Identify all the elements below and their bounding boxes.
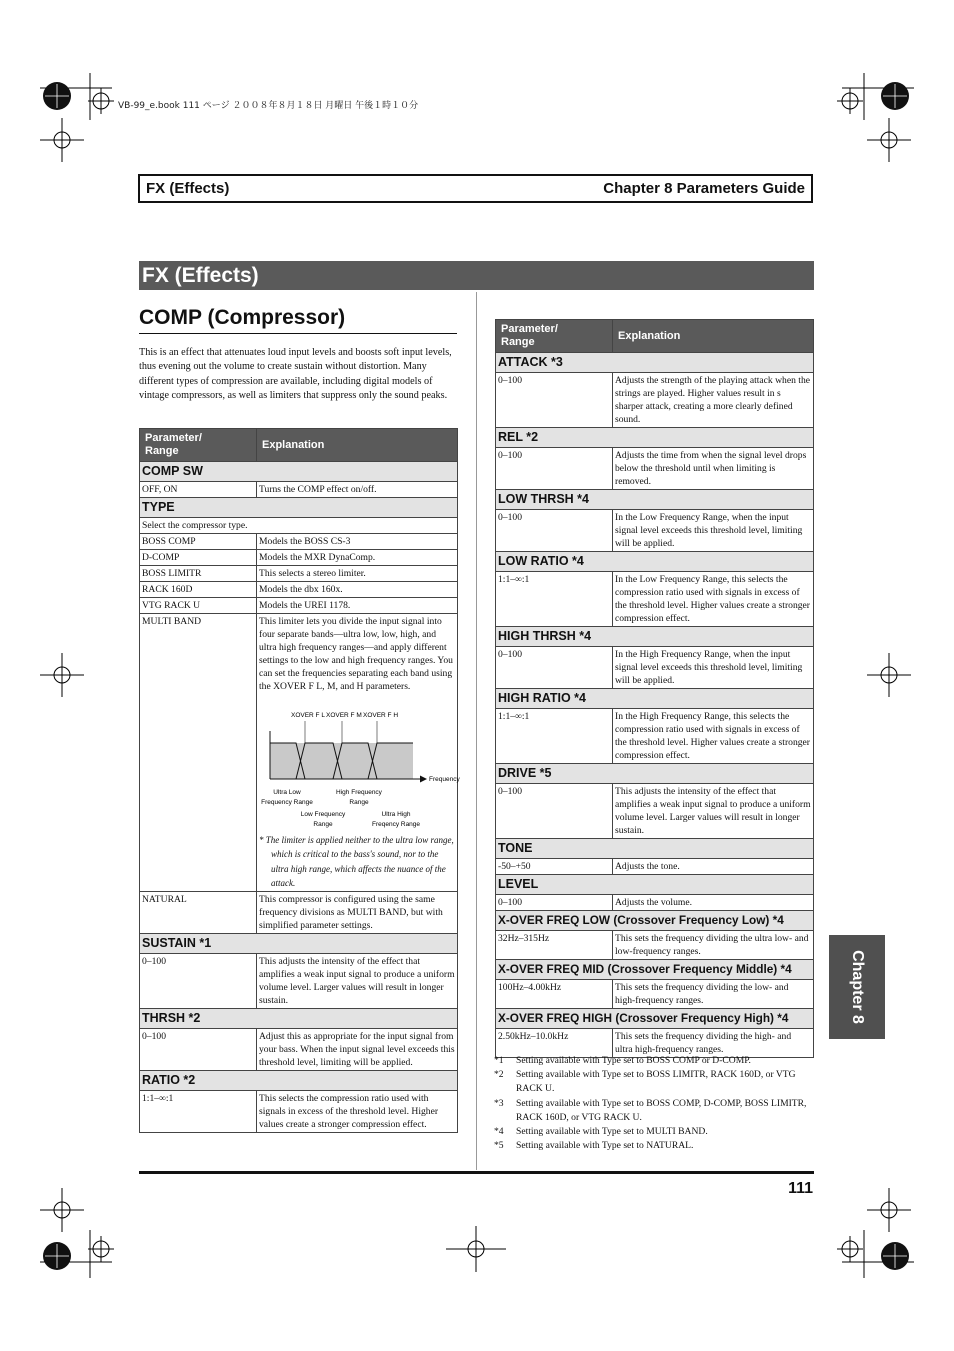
ultra-high-label-2: Freqency Range	[371, 821, 421, 828]
footnote: *3 Setting available with Type set to BOSS COMP, D-COMP, BOSS LIMITR, RACK 160D, or VTG RACK U.	[494, 1097, 807, 1123]
xover-l-label: XOVER F L	[291, 712, 325, 719]
explanation-cell: Models the dbx 160x.	[257, 582, 458, 598]
explanation-cell: Adjusts the time from when the signal level drops below the threshold until when limiting is removed.	[613, 448, 814, 490]
footnote: *4 Setting available with Type set to MULTI BAND.	[494, 1126, 708, 1138]
xover-m-label: XOVER F M	[326, 712, 362, 719]
bottom-rule	[139, 1171, 814, 1174]
comp-intro: This is an effect that attenuates loud input levels and boosts soft input levels, thus evening out the volume to create sustain without distortion. Many different types of compression are available, including digital models of vintage compressors, as well as limiters that suppress only the sound peaks.	[139, 347, 452, 401]
range-cell: OFF, ON	[140, 482, 257, 498]
high-label-2: Range	[349, 799, 369, 806]
range-cell: BOSS COMP	[140, 534, 257, 550]
section-title: FX (Effects)	[139, 261, 814, 290]
range-cell: 0–100	[496, 510, 613, 552]
range-cell: 100Hz–4.00kHz	[496, 980, 613, 1009]
explanation-cell: Models the MXR DynaComp.	[257, 550, 458, 566]
param-level: LEVEL	[496, 875, 814, 895]
param-sustain: SUSTAIN *1	[140, 934, 458, 954]
explanation-cell: Adjusts the tone.	[613, 859, 814, 875]
param-thrsh: THRSH *2	[140, 1009, 458, 1029]
range-cell: 0–100	[496, 784, 613, 839]
range-cell: 0–100	[496, 448, 613, 490]
explanation-cell: In the High Frequency Range, when the input signal level exceeds this threshold level, limiting will be applied.	[613, 647, 814, 689]
band-area	[270, 743, 413, 779]
explanation-cell: In the Low Frequency Range, this selects the compression ratio used with signals in excess of the threshold level. Higher values create a stronger compression effect.	[613, 572, 814, 627]
xover-h-label: XOVER F H	[363, 712, 399, 719]
running-header	[138, 174, 813, 203]
range-cell: 0–100	[496, 373, 613, 428]
range-cell: 1:1–∞:1	[496, 572, 613, 627]
explanation-cell: Turns the COMP effect on/off.	[257, 482, 458, 498]
running-header-right: Chapter 8 Parameters Guide	[603, 180, 805, 197]
page-number: 111	[788, 1180, 813, 1197]
range-cell: 1:1–∞:1	[140, 1091, 257, 1133]
range-cell: -50–+50	[496, 859, 613, 875]
ultra-low-label-1: Ultra Low	[273, 789, 301, 796]
col-header-param: Parameter/ Range	[496, 320, 613, 353]
param-xover-high: X-OVER FREQ HIGH (Crossover Frequency High) *4	[496, 1009, 814, 1029]
footnote: *1 Setting available with Type set to BOSS COMP or D-COMP.	[494, 1055, 751, 1066]
param-high-thrsh: HIGH THRSH *4	[496, 627, 814, 647]
frequency-arrow-icon	[420, 776, 427, 783]
footnote: *2 Setting available with Type set to BOSS LIMITR, RACK 160D, or VTG RACK U.	[494, 1069, 796, 1095]
chapter-tab-label: Chapter 8	[849, 950, 866, 1024]
footnote: *5 Setting available with Type set to NATURAL.	[494, 1140, 694, 1152]
param-ratio: RATIO *2	[140, 1071, 458, 1091]
param-high-ratio: HIGH RATIO *4	[496, 689, 814, 709]
ultra-low-label-2: Frequency Range	[261, 799, 313, 806]
param-low-thrsh: LOW THRSH *4	[496, 490, 814, 510]
explanation-cell: This selects the compression ratio used with signals in excess of the threshold level. Higher values create a stronger compression effect.	[257, 1091, 458, 1133]
explanation-cell: Adjusts the volume.	[613, 895, 814, 911]
multi-band-note: * The limiter is applied neither to the ultra low range, which is critical to the bass's sound, nor to the ultra high range, which affects the nuance of the attack.	[259, 835, 454, 888]
range-cell: 0–100	[140, 1029, 257, 1071]
range-cell: NATURAL	[140, 892, 257, 934]
multi-band-text: This limiter lets you divide the input signal into four separate bands—ultra low, low, high, and ultra high frequency ranges—and apply different settings to the low and high frequency ranges. You can set the frequencies separating each band using the XOVER F L, M, and H parameters.	[259, 616, 453, 692]
param-tone: TONE	[496, 839, 814, 859]
range-cell: 0–100	[496, 647, 613, 689]
param-xover-mid: X-OVER FREQ MID (Crossover Frequency Middle) *4	[496, 960, 814, 980]
col-header-explanation: Explanation	[613, 320, 814, 353]
range-cell: 0–100	[140, 954, 257, 1009]
explanation-cell: Models the UREI 1178.	[257, 598, 458, 614]
low-label-2: Range	[313, 821, 333, 828]
explanation-cell: This sets the frequency dividing the high- and ultra high-frequency ranges.	[613, 1029, 814, 1058]
col-header-explanation: Explanation	[257, 429, 458, 462]
crossover-frequency-diagram	[259, 701, 463, 829]
range-cell: BOSS LIMITR	[140, 566, 257, 582]
high-label-1: High Frequency	[336, 789, 382, 796]
chapter-tab	[829, 935, 885, 1039]
range-cell: 0–100	[496, 895, 613, 911]
left-parameter-table	[139, 428, 458, 1133]
low-label-1: Low Frequency	[300, 811, 346, 818]
range-cell: D-COMP	[140, 550, 257, 566]
explanation-cell: This sets the frequency dividing the low- and high-frequency ranges.	[613, 980, 814, 1009]
explanation-cell: In the High Frequency Range, this selects the compression ratio used with signals in excess of the threshold level. Higher values create a stronger compression effect.	[613, 709, 814, 764]
frequency-label: Frequency	[429, 776, 460, 783]
range-cell: MULTI BAND	[140, 614, 257, 892]
footnotes	[494, 1054, 814, 1153]
file-info: VB-99_e.book 111 ページ ２００８年８月１８日 月曜日 午後１時１０分	[118, 101, 419, 111]
explanation-cell: This selects a stereo limiter.	[257, 566, 458, 582]
explanation-cell: This sets the frequency dividing the ultra low- and low-frequency ranges.	[613, 931, 814, 960]
param-xover-low: X-OVER FREQ LOW (Crossover Frequency Low) *4	[496, 911, 814, 931]
param-comp-sw: COMP SW	[140, 462, 458, 482]
range-cell: 2.50kHz–10.0kHz	[496, 1029, 613, 1058]
param-drive: DRIVE *5	[496, 764, 814, 784]
comp-title: COMP (Compressor)	[139, 306, 457, 334]
explanation-cell: In the Low Frequency Range, when the input signal level exceeds this threshold level, limiting will be applied.	[613, 510, 814, 552]
column-divider	[476, 292, 477, 1170]
explanation-cell: This adjusts the intensity of the effect that amplifies a weak input signal to produce a uniform volume level. Larger values will result in longer sustain.	[613, 784, 814, 839]
explanation-cell: This compressor is configured using the same frequency divisions as MULTI BAND, but with simplified parameter settings.	[257, 892, 458, 934]
param-type: TYPE	[140, 498, 458, 518]
explanation-cell: Adjusts the strength of the playing attack when the strings are played. Higher values result in s sharper attack, creating a more clearly defined sound.	[613, 373, 814, 428]
explanation-cell: This adjusts the intensity of the effect that amplifies a weak input signal to produce a uniform volume level. Larger values will result in longer sustain.	[257, 954, 458, 1009]
range-cell: 32Hz–315Hz	[496, 931, 613, 960]
running-header-left: FX (Effects)	[146, 180, 230, 197]
explanation-cell: Adjust this as appropriate for the input signal from your bass. When the input signal level exceeds this threshold level, limiting will be applied.	[257, 1029, 458, 1071]
col-header-param: Parameter/ Range	[140, 429, 257, 462]
explanation-cell: Models the BOSS CS-3	[257, 534, 458, 550]
range-cell: RACK 160D	[140, 582, 257, 598]
param-attack: ATTACK *3	[496, 353, 814, 373]
param-rel: REL *2	[496, 428, 814, 448]
right-parameter-table	[495, 319, 814, 1058]
range-cell: 1:1–∞:1	[496, 709, 613, 764]
param-low-ratio: LOW RATIO *4	[496, 552, 814, 572]
range-cell: VTG RACK U	[140, 598, 257, 614]
ultra-high-label-1: Ultra High	[381, 811, 411, 818]
explanation-cell-multi-band	[257, 614, 458, 892]
type-note: Select the compressor type.	[140, 518, 458, 534]
